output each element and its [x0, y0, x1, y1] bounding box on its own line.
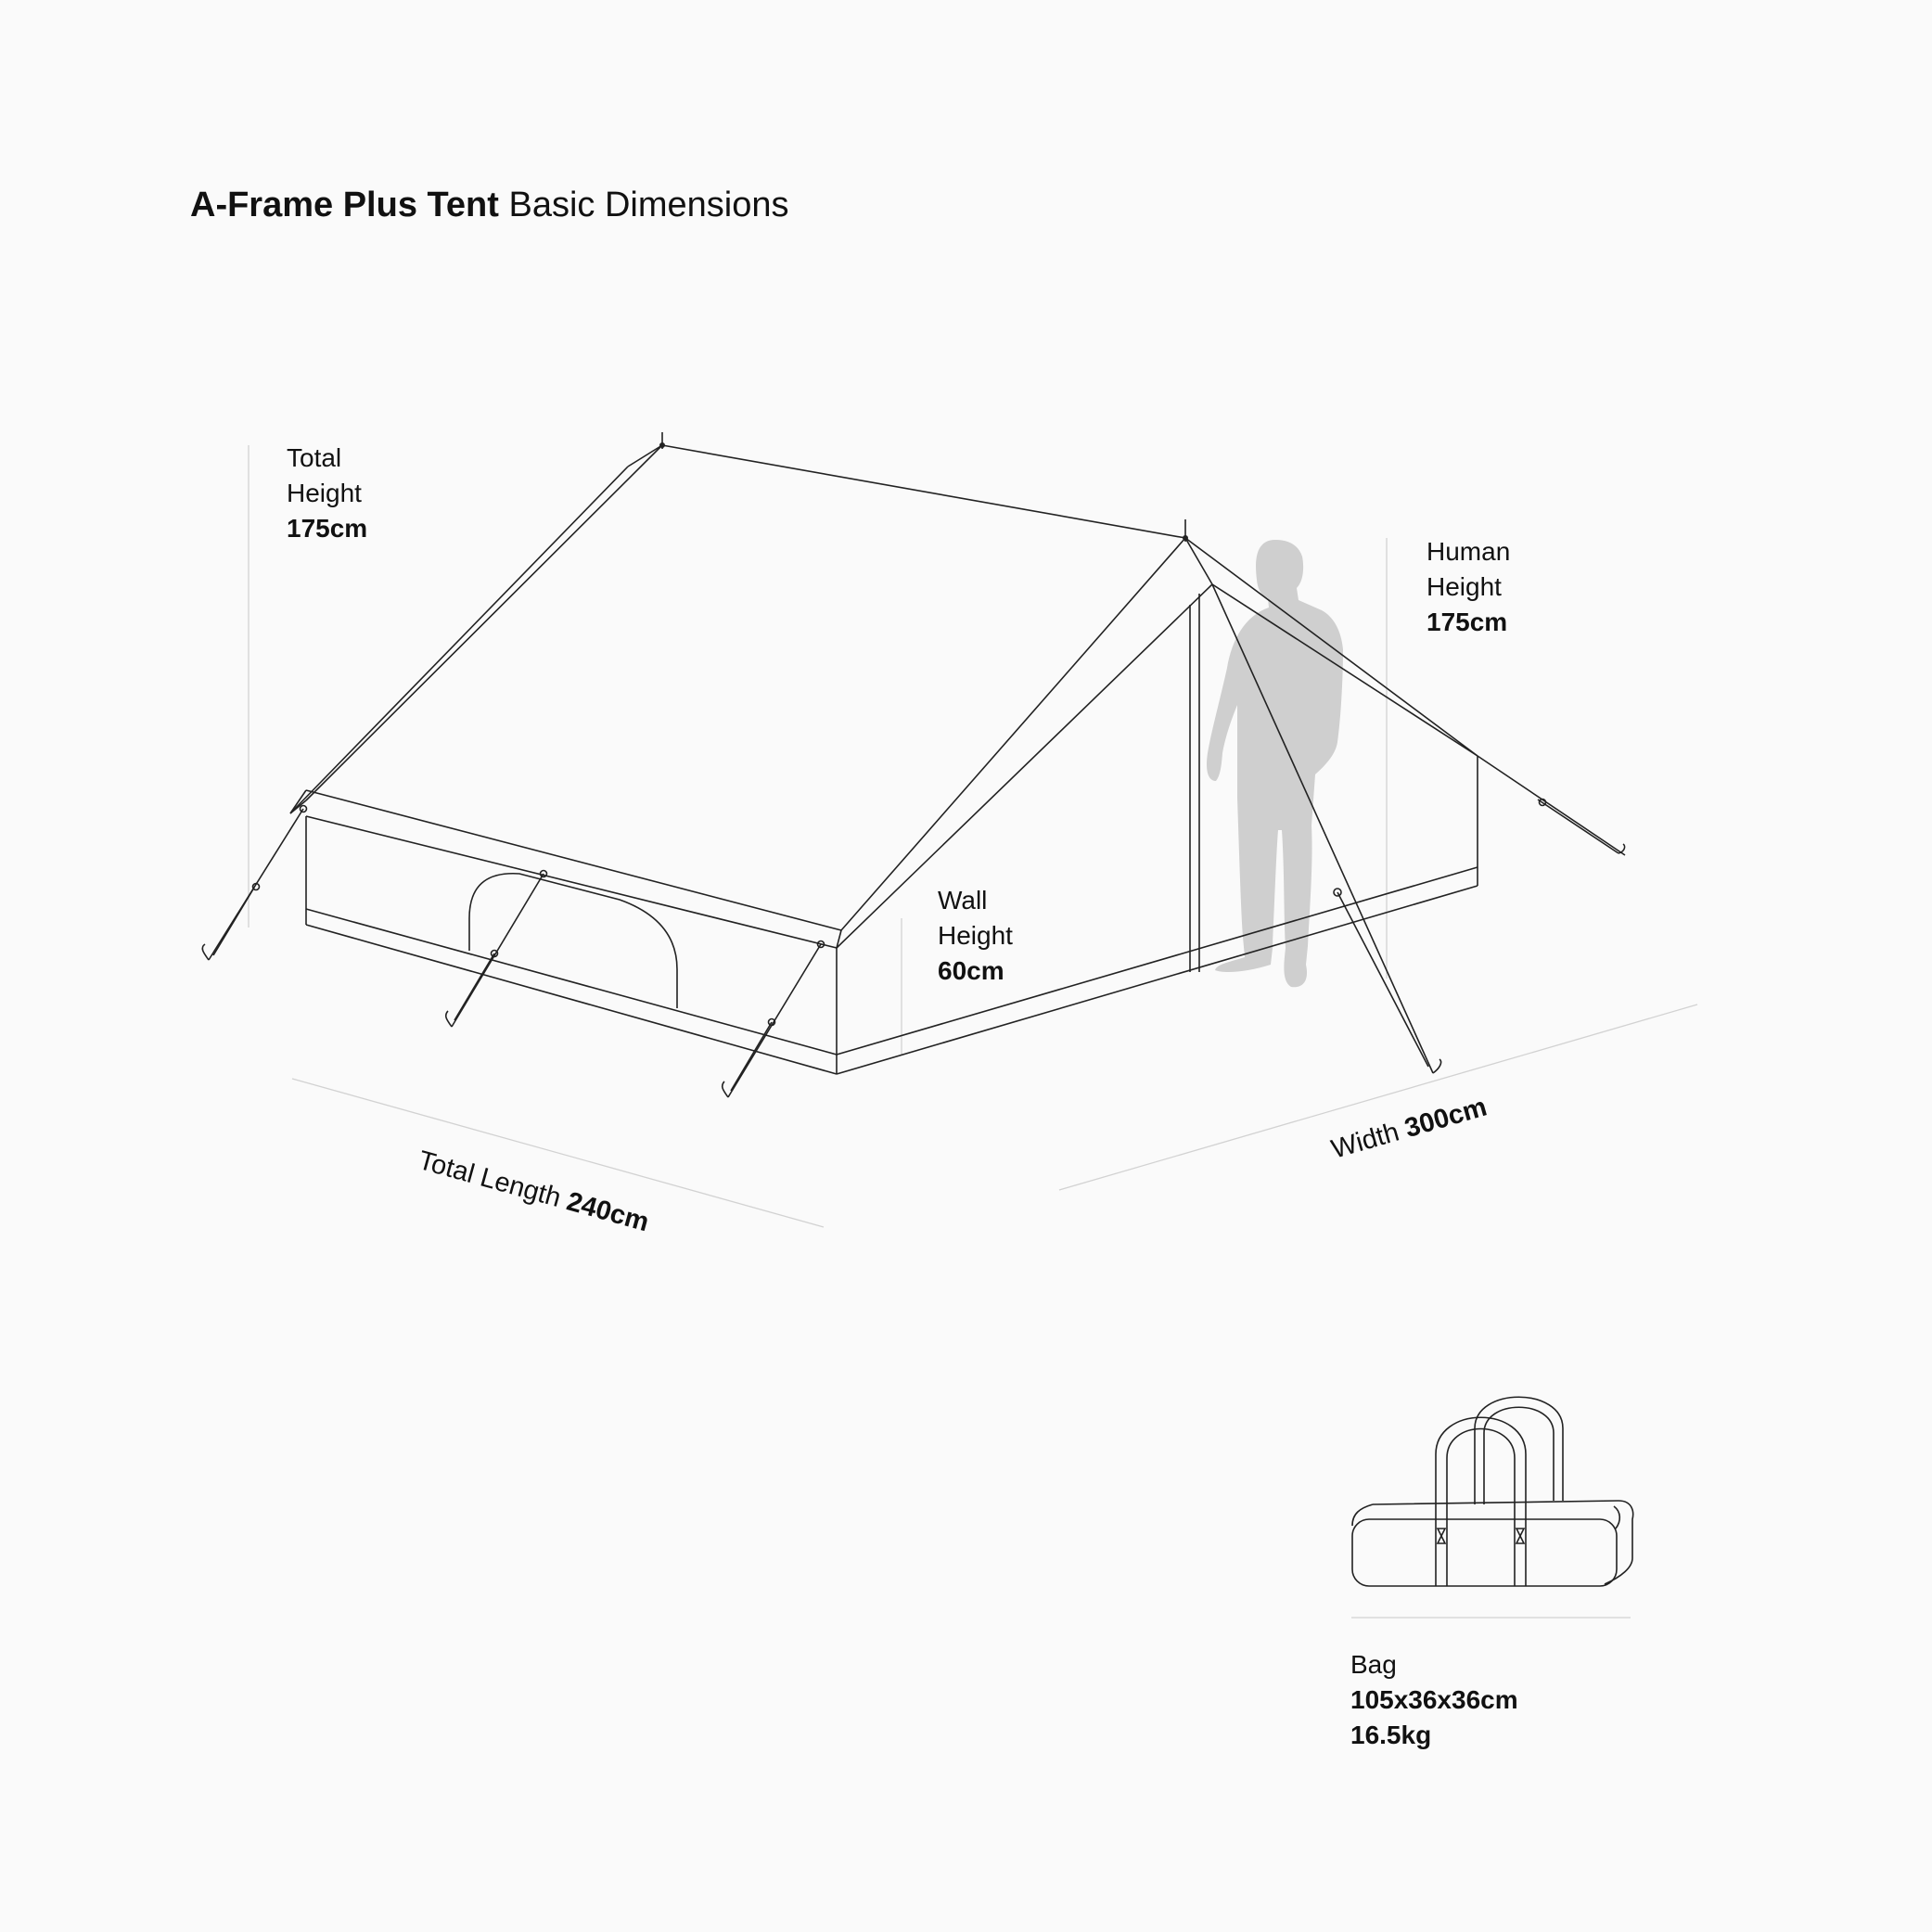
total-length-label: Total Length 240cm: [415, 1145, 653, 1238]
page-title: [190, 186, 788, 225]
total-height-label: Total Height 175cm: [287, 443, 368, 543]
tent-illustration: [202, 432, 1625, 1097]
wall-height-label: Wall Height 60cm: [938, 886, 1013, 985]
human-silhouette-icon: [1207, 540, 1343, 987]
bag-icon: [1352, 1397, 1633, 1586]
width-label: Width 300cm: [1328, 1092, 1491, 1165]
title-subtitle: Basic Dimensions: [508, 186, 789, 224]
bag-label: Bag 105x36x36cm 16.5kg: [1350, 1650, 1518, 1749]
title-product: A-Frame Plus Tent: [190, 186, 499, 224]
human-height-label: Human Height 175cm: [1427, 537, 1511, 636]
